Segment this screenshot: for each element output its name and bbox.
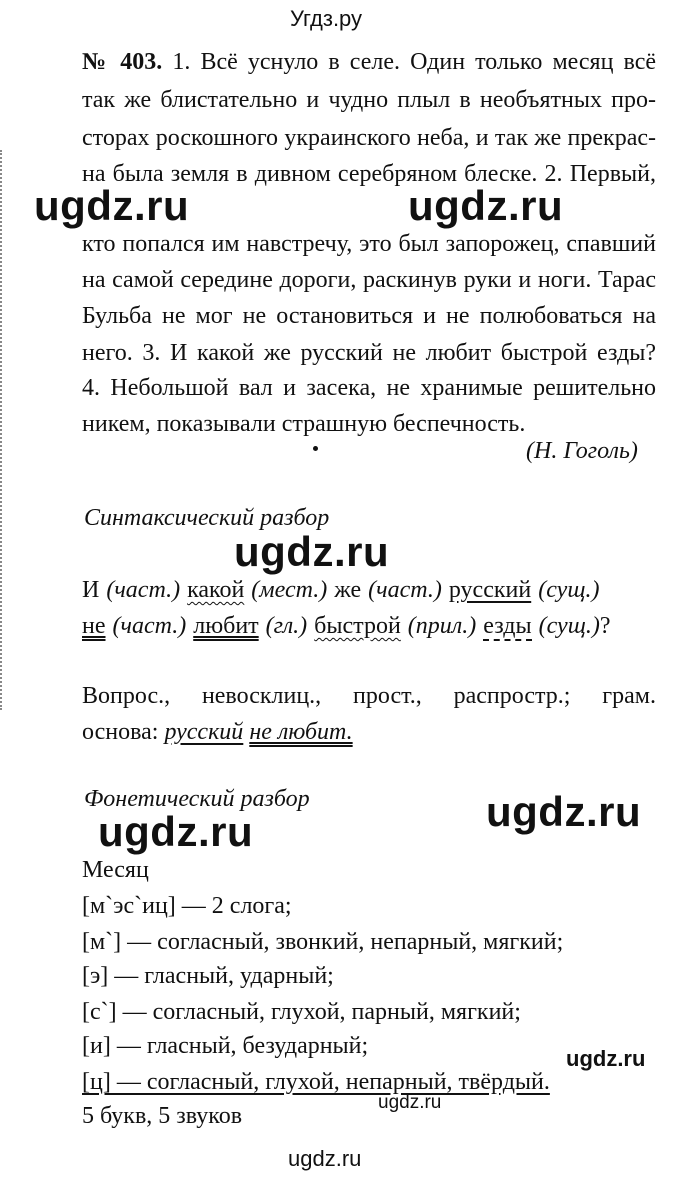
exercise-line-4: на была земля в дивном серебряном блеске. 2. Первый, [82, 161, 656, 187]
phonetic-line: [э] — гласный, ударный; [82, 963, 334, 989]
exercise-line-2: так же блистательно и чудно плыл в необъятных про- [82, 87, 656, 113]
watermark: ugdz.ru [34, 182, 190, 229]
phonetic-summary: 5 букв, 5 звуков [82, 1103, 243, 1129]
exercise-line-8: него. 3. И какой же русский не любит быстрой езды? [82, 340, 656, 366]
syntax-line-1: И (част.) какой (мест.) же (част.) русский (сущ.) [82, 577, 600, 603]
phonetic-line: [и] — гласный, безударный; [82, 1033, 369, 1059]
phonetic-heading: Фонетический разбор [84, 786, 310, 812]
scan-dot [313, 446, 318, 451]
site-header: Угдз.ру [290, 6, 363, 31]
watermark: ugdz.ru [486, 788, 642, 835]
syntax-description: Вопрос., невосклиц., прост., распростр.; грам. [82, 683, 656, 709]
syntax-line-2: не (част.) любит (гл.) быстрой (прил.) езды (сущ.)? [82, 613, 611, 639]
exercise-line-1: № 403. 1. Всё уснуло в селе. Один только месяц всё [82, 49, 656, 75]
scan-margin-marks [0, 150, 6, 710]
phonetic-line: [м`эс`иц] — 2 слога; [82, 893, 292, 919]
exercise-number: № 403. [82, 49, 163, 75]
phonetic-line: [ц] — согласный, глухой, непарный, твёрдый. [82, 1069, 550, 1095]
watermark: ugdz.ru [566, 1046, 646, 1071]
footer-watermark: ugdz.ru [288, 1146, 362, 1171]
exercise-line-10: никем, показывали страшную беспечность. [82, 411, 526, 437]
exercise-line-7: Бульба не мог не остановиться и не полюбоваться на [82, 303, 656, 329]
phonetic-line: [с`] — согласный, глухой, парный, мягкий; [82, 999, 521, 1025]
watermark: ugdz.ru [408, 182, 564, 229]
exercise-line-6: на самой середине дороги, раскинув руки и ноги. Тарас [82, 267, 656, 293]
watermark: ugdz.ru [98, 808, 254, 855]
grammar-base: основа: русский не любит. [82, 719, 353, 745]
author-signature: (Н. Гоголь) [526, 438, 638, 464]
exercise-line-9: 4. Небольшой вал и засека, не хранимые решительно [82, 375, 656, 401]
watermark: ugdz.ru [378, 1092, 442, 1113]
watermark: ugdz.ru [234, 528, 390, 575]
exercise-line-3: сторах роскошного украинского неба, и так же прекрас- [82, 125, 656, 151]
phonetic-word: Месяц [82, 857, 149, 883]
phonetic-line: [м`] — согласный, звонкий, непарный, мягкий; [82, 929, 564, 955]
syntax-heading: Синтаксический разбор [84, 505, 330, 531]
exercise-line-5: кто попался им навстречу, это был запорожец, спавший [82, 231, 656, 257]
